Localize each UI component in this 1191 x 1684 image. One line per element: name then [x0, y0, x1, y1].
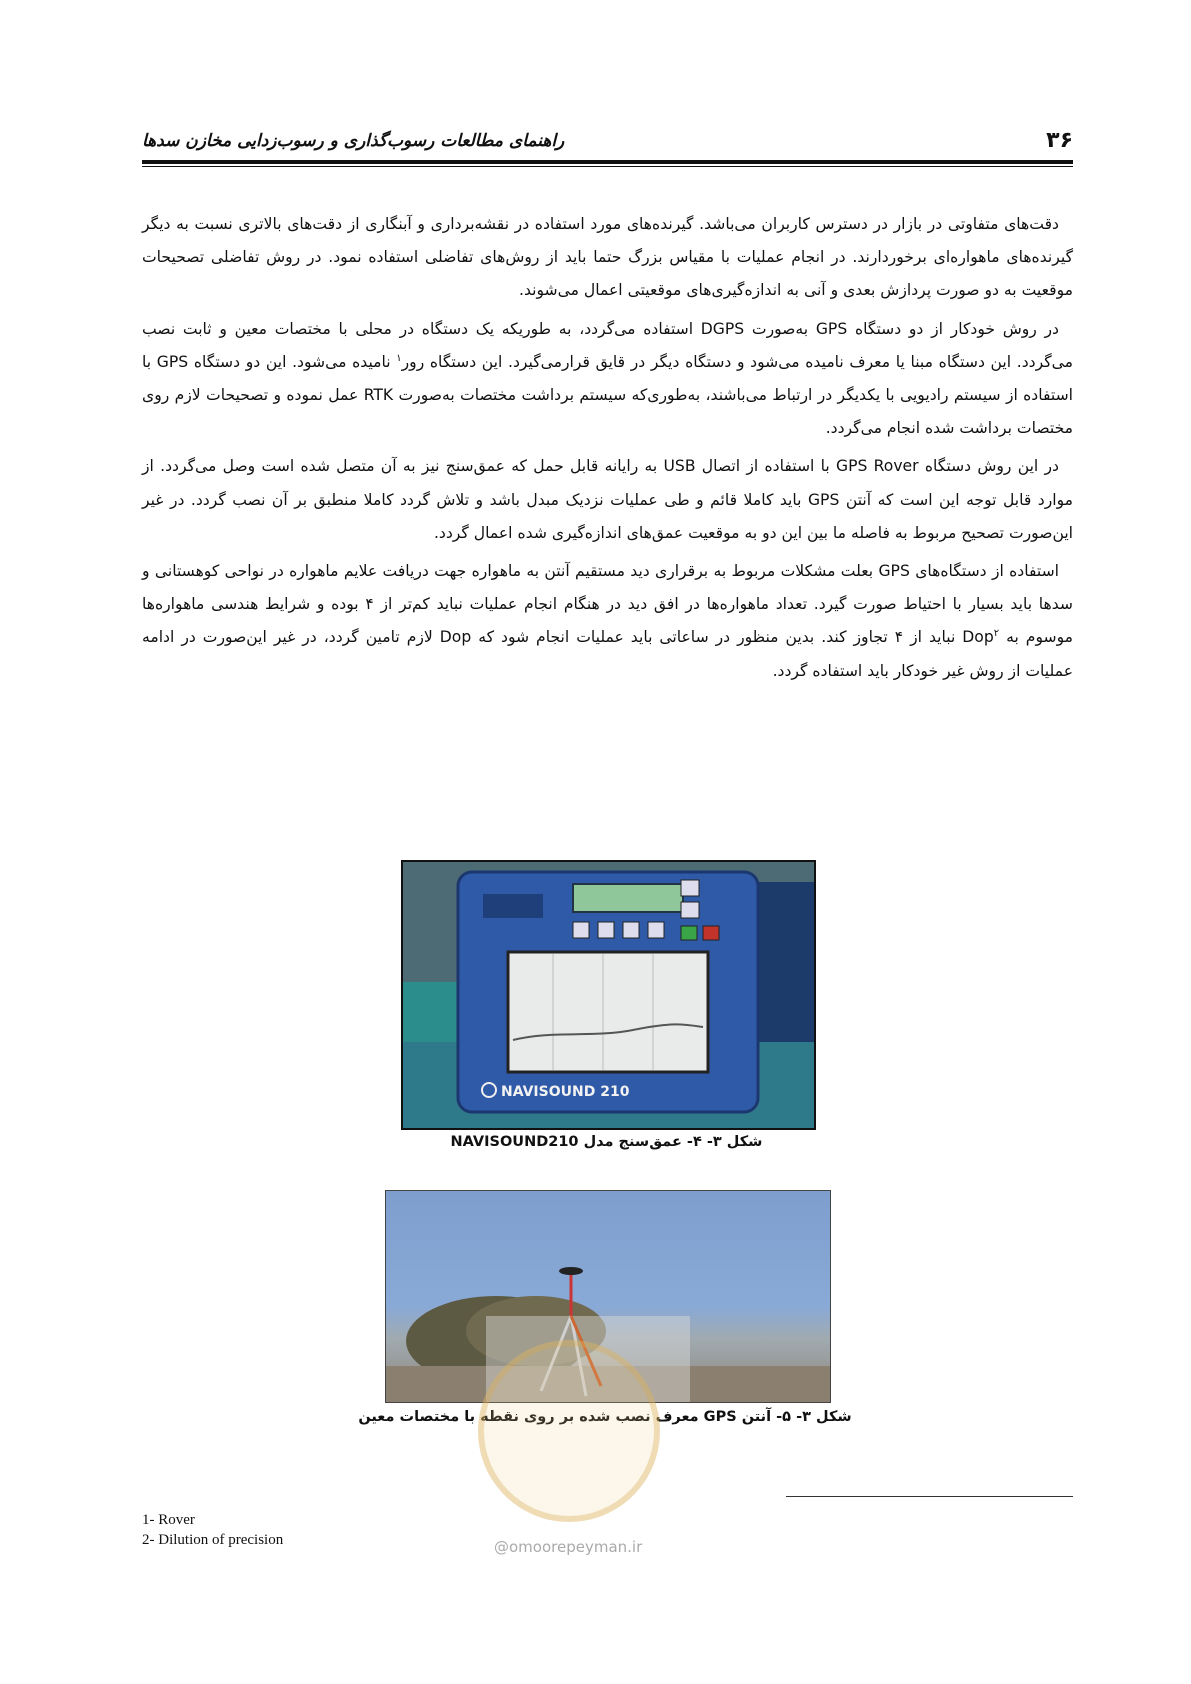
watermark-text: @omoorepeyman.ir [494, 1538, 643, 1556]
page-number: ۳۶ [1046, 128, 1073, 153]
paragraph-4: استفاده از دستگاه‌های GPS بعلت مشکلات مربوط به برقراری دید مستقیم آنتن به ماهواره جهت دریافت علایم ماهواره در نواحی کوهستانی و سدها باید بسیار با احتیاط صورت گیرد. تعداد ماهواره‌ها در افق دید در هنگام انجام عملیات نباید کم‌تر از ۴ بوده و شرایط هندسی ماهواره‌ها موسوم به Dop$^۲$ نباید از ۴ تجاوز کند. بدین منظور در ساعاتی باید عملیات انجام شود که Dop لازم تامین گردد، در غیر این‌صورت در ادامه عملیات از روش غیر خودکار باید استفاده گردد. [142, 562, 1073, 680]
device-label: NAVISOUND 210 [501, 1084, 630, 1100]
figure-1-caption: شکل ۳- ۴- عمق‌سنج مدل NAVISOUND210 [450, 1134, 763, 1150]
echo-sounder-illustration [403, 862, 814, 1128]
header-rule-thin [142, 166, 1073, 167]
paragraph-3: در این روش دستگاه GPS Rover با استفاده از اتصال USB به رایانه قابل حمل که عمق‌سنج نیز به آن متصل شده است وصل می‌گردد. از موارد قابل توجه این است که آنتن GPS باید کاملا قائم و طی عملیات نزدیک مبدل باشد و تلاش گردد کاملا منطبق بر آن نصب گردد. در غیر این‌صورت تصحیح مربوط به فاصله ما بین این دو به موقعیت عمق‌های اندازه‌گیری شده اعمال گردد. [142, 457, 1074, 542]
footnote-2: 2- Dilution of precision [142, 1532, 284, 1548]
watermark-seal [478, 1340, 660, 1522]
running-title: راهنمای مطالعات رسوب‌گذاری و رسوب‌زدایی مخازن سدها [142, 131, 565, 151]
footnote-rule [786, 1496, 1073, 1497]
footnote-ref-1[interactable]: ۱ [396, 352, 402, 364]
paragraph-2: در روش خودکار از دو دستگاه GPS به‌صورت DGPS استفاده می‌گردد، به طوریکه یک دستگاه در محلی با مختصات معین و ثابت نصب می‌گردد. این دستگاه مبنا یا معرف نامیده می‌شود و دستگاه دیگر در قایق قرارمی‌گیرد. این دستگاه رور$^۱$ نامیده می‌شود. این دو دستگاه GPS با استفاده از سیستم رادیویی با یکدیگر در ارتباط می‌باشند، به‌طوری‌که سیستم برداشت مختصات به‌صورت RTK عمل نموده و تصحیحات لازم روی مختصات برداشت شده انجام می‌گردد. [142, 319, 1073, 438]
footnote-ref-2[interactable]: ۲ [993, 628, 1000, 640]
footnote-1: 1- Rover [142, 1512, 195, 1528]
paragraph-1: دقت‌های متفاوتی در بازار در دسترس کاربران می‌باشد. گیرنده‌های مورد استفاده در نقشه‌برداری و آبنگاری از دقت‌های بالاتری نسبت به دیگر گیرنده‌های ماهواره‌ای برخوردارند. در انجام عملیات با مقیاس بزرگ حتما باید از روش‌های تفاضلی استفاده نمود. در روش تفاضلی تصحیحات موقعیت به دو صورت پردازش بعدی و آنی به اندازه‌گیری‌های موقعیتی اعمال می‌شوند. [142, 215, 1073, 300]
figure-echo-sounder-photo [401, 860, 816, 1130]
header-rule [142, 160, 1073, 164]
figure-2-caption: شکل ۳- ۵- آنتن GPS معرف نصب شده بر روی نقطه با مختصات معین [358, 1409, 852, 1425]
body-text [142, 208, 1073, 693]
footnotes [142, 1510, 283, 1550]
